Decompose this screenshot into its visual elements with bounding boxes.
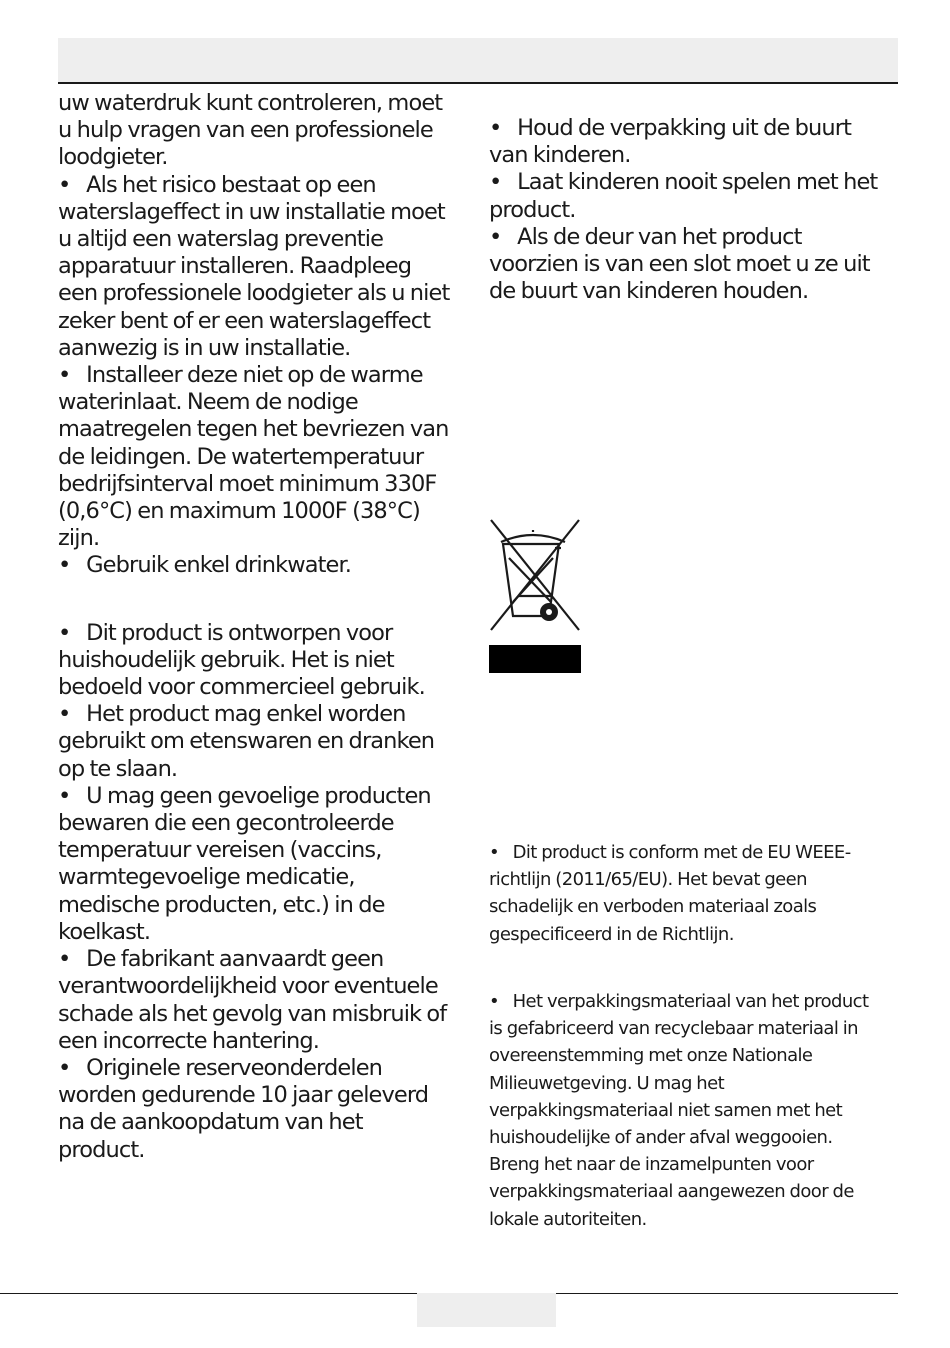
bullet-item: • Laat kinderen nooit spelen met het product. xyxy=(489,169,884,223)
left-column xyxy=(58,90,450,1164)
bullet-item: • Originele reserveonderdelen worden gedurende 10 jaar geleverd na de aankoopdatum van het product. xyxy=(58,1055,450,1164)
bullet-item: • Gebruik enkel drinkwater. xyxy=(58,552,450,579)
bullet-item: • Als de deur van het product voorzien is van een slot moet u ze uit de buurt van kinderen houden. xyxy=(489,224,884,306)
right-column-packaging xyxy=(489,988,884,1233)
right-column-weee xyxy=(489,839,884,948)
bullet-item: • Dit product is conform met de EU WEEE-richtlijn (2011/65/EU). Het bevat geen schadelijk en verboden materiaal zoals gespecificeerd in de Richtlijn. xyxy=(489,839,884,948)
bullet-item: • De fabrikant aanvaardt geen verantwoordelijkheid voor eventuele schade als het gevolg van misbruik of een incorrecte hantering. xyxy=(58,946,450,1055)
right-column-top xyxy=(489,115,884,305)
bullet-item: • Dit product is ontworpen voor huishoudelijk gebruik. Het is niet bedoeld voor commercieel gebruik. xyxy=(58,620,450,702)
paragraph: uw waterdruk kunt controleren, moet u hulp vragen van een professionele loodgieter. xyxy=(58,90,443,171)
bullet-item: • Installeer deze niet op de warme waterinlaat. Neem de nodige maatregelen tegen het bevriezen van de leidingen. De watertemperatuur bedrijfsinterval moet minimum 330F (0,6°C) en maximum 1000F (38°C) zijn. xyxy=(58,362,450,552)
page-header-bar xyxy=(58,38,898,84)
page-number-box xyxy=(417,1293,556,1327)
crossed-out-wheelie-bin-icon xyxy=(489,518,581,632)
bullet-item: • Het product mag enkel worden gebruikt om etenswaren en dranken op te slaan. xyxy=(58,701,450,783)
bullet-item: • Houd de verpakking uit de buurt van kinderen. xyxy=(489,115,884,169)
bullet-item: • Als het risico bestaat op een waterslageffect in uw installatie moet u altijd een waterslag preventie apparatuur installeren. Raadpleeg een professionele loodgieter als u niet zeker bent of er een waterslageffect aanwezig is in uw installatie. xyxy=(58,172,450,362)
black-bar xyxy=(489,645,581,673)
bullet-item: • Het verpakkingsmateriaal van het product is gefabriceerd van recyclebaar materiaal in overeenstemming met onze Nationale Milieuwetgeving. U mag het verpakkingsmateriaal niet samen met het huishoudelijke of ander afval weggooien. Breng het naar de inzamelpunten voor verpakkingsmateriaal aangewezen door de lokale autoriteiten. xyxy=(489,988,884,1233)
section-gap xyxy=(58,580,450,620)
bullet-item: • U mag geen gevoelige producten bewaren die een gecontroleerde temperatuur vereisen (vaccins, warmtegevoelige medicatie, medische producten, etc.) in de koelkast. xyxy=(58,783,450,946)
